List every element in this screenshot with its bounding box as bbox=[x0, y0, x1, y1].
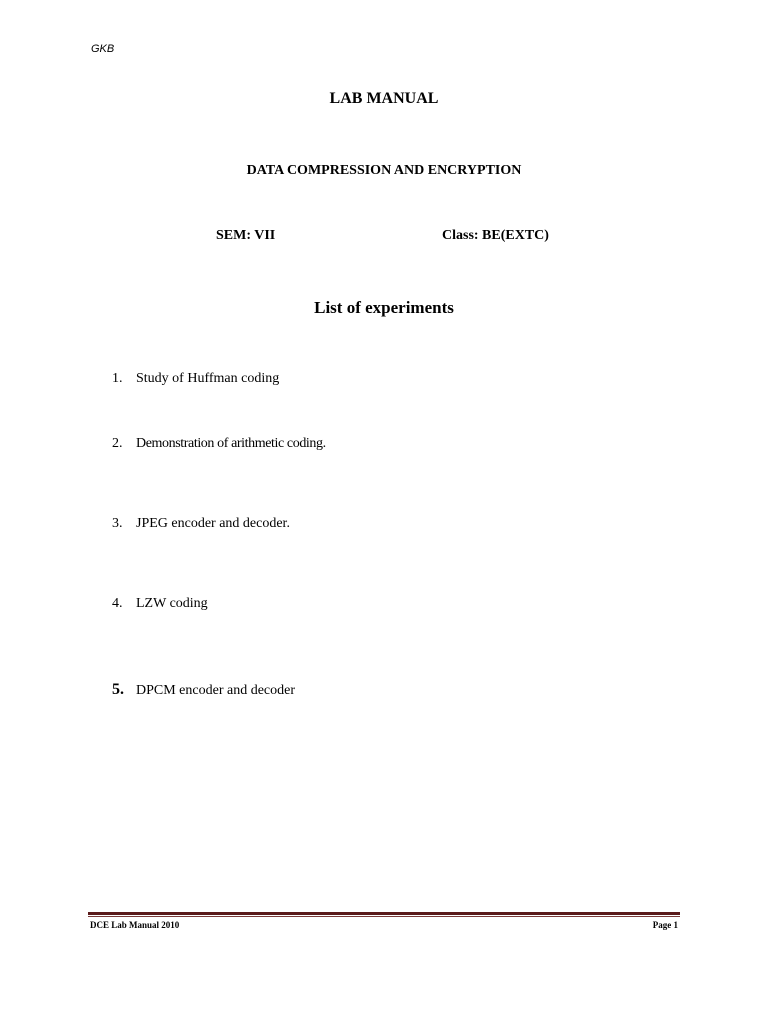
experiment-number: 5. bbox=[112, 681, 124, 698]
experiment-text: DPCM encoder and decoder bbox=[136, 683, 296, 698]
experiments-heading: List of experiments bbox=[314, 298, 454, 317]
experiment-number: 2. bbox=[112, 436, 123, 451]
footer-rule-thin bbox=[88, 916, 680, 917]
footer-page-number: Page 1 bbox=[652, 920, 678, 930]
header-initials: GKB bbox=[91, 43, 115, 55]
footer-left-text: DCE Lab Manual 2010 bbox=[90, 920, 180, 930]
experiment-item-5 bbox=[112, 681, 295, 699]
experiment-number: 1. bbox=[112, 371, 123, 386]
experiment-item-2 bbox=[112, 436, 326, 452]
experiment-text: Study of Huffman coding bbox=[136, 371, 280, 386]
experiment-item-3 bbox=[112, 516, 290, 532]
experiment-text: LZW coding bbox=[136, 596, 208, 611]
subject-title: DATA COMPRESSION AND ENCRYPTION bbox=[246, 163, 522, 178]
experiment-item-4 bbox=[112, 596, 208, 612]
experiment-text: Demonstration of arithmetic coding. bbox=[136, 436, 326, 451]
footer-rule-thick bbox=[88, 912, 680, 915]
class-label: Class: BE(EXTC) bbox=[442, 228, 549, 243]
experiment-number: 4. bbox=[112, 596, 123, 611]
semester-label: SEM: VII bbox=[216, 228, 276, 243]
footer-rule bbox=[88, 912, 680, 918]
experiment-item-1 bbox=[112, 371, 279, 387]
document-title: LAB MANUAL bbox=[329, 90, 439, 107]
experiment-text: JPEG encoder and decoder. bbox=[136, 516, 290, 531]
experiment-number: 3. bbox=[112, 516, 123, 531]
